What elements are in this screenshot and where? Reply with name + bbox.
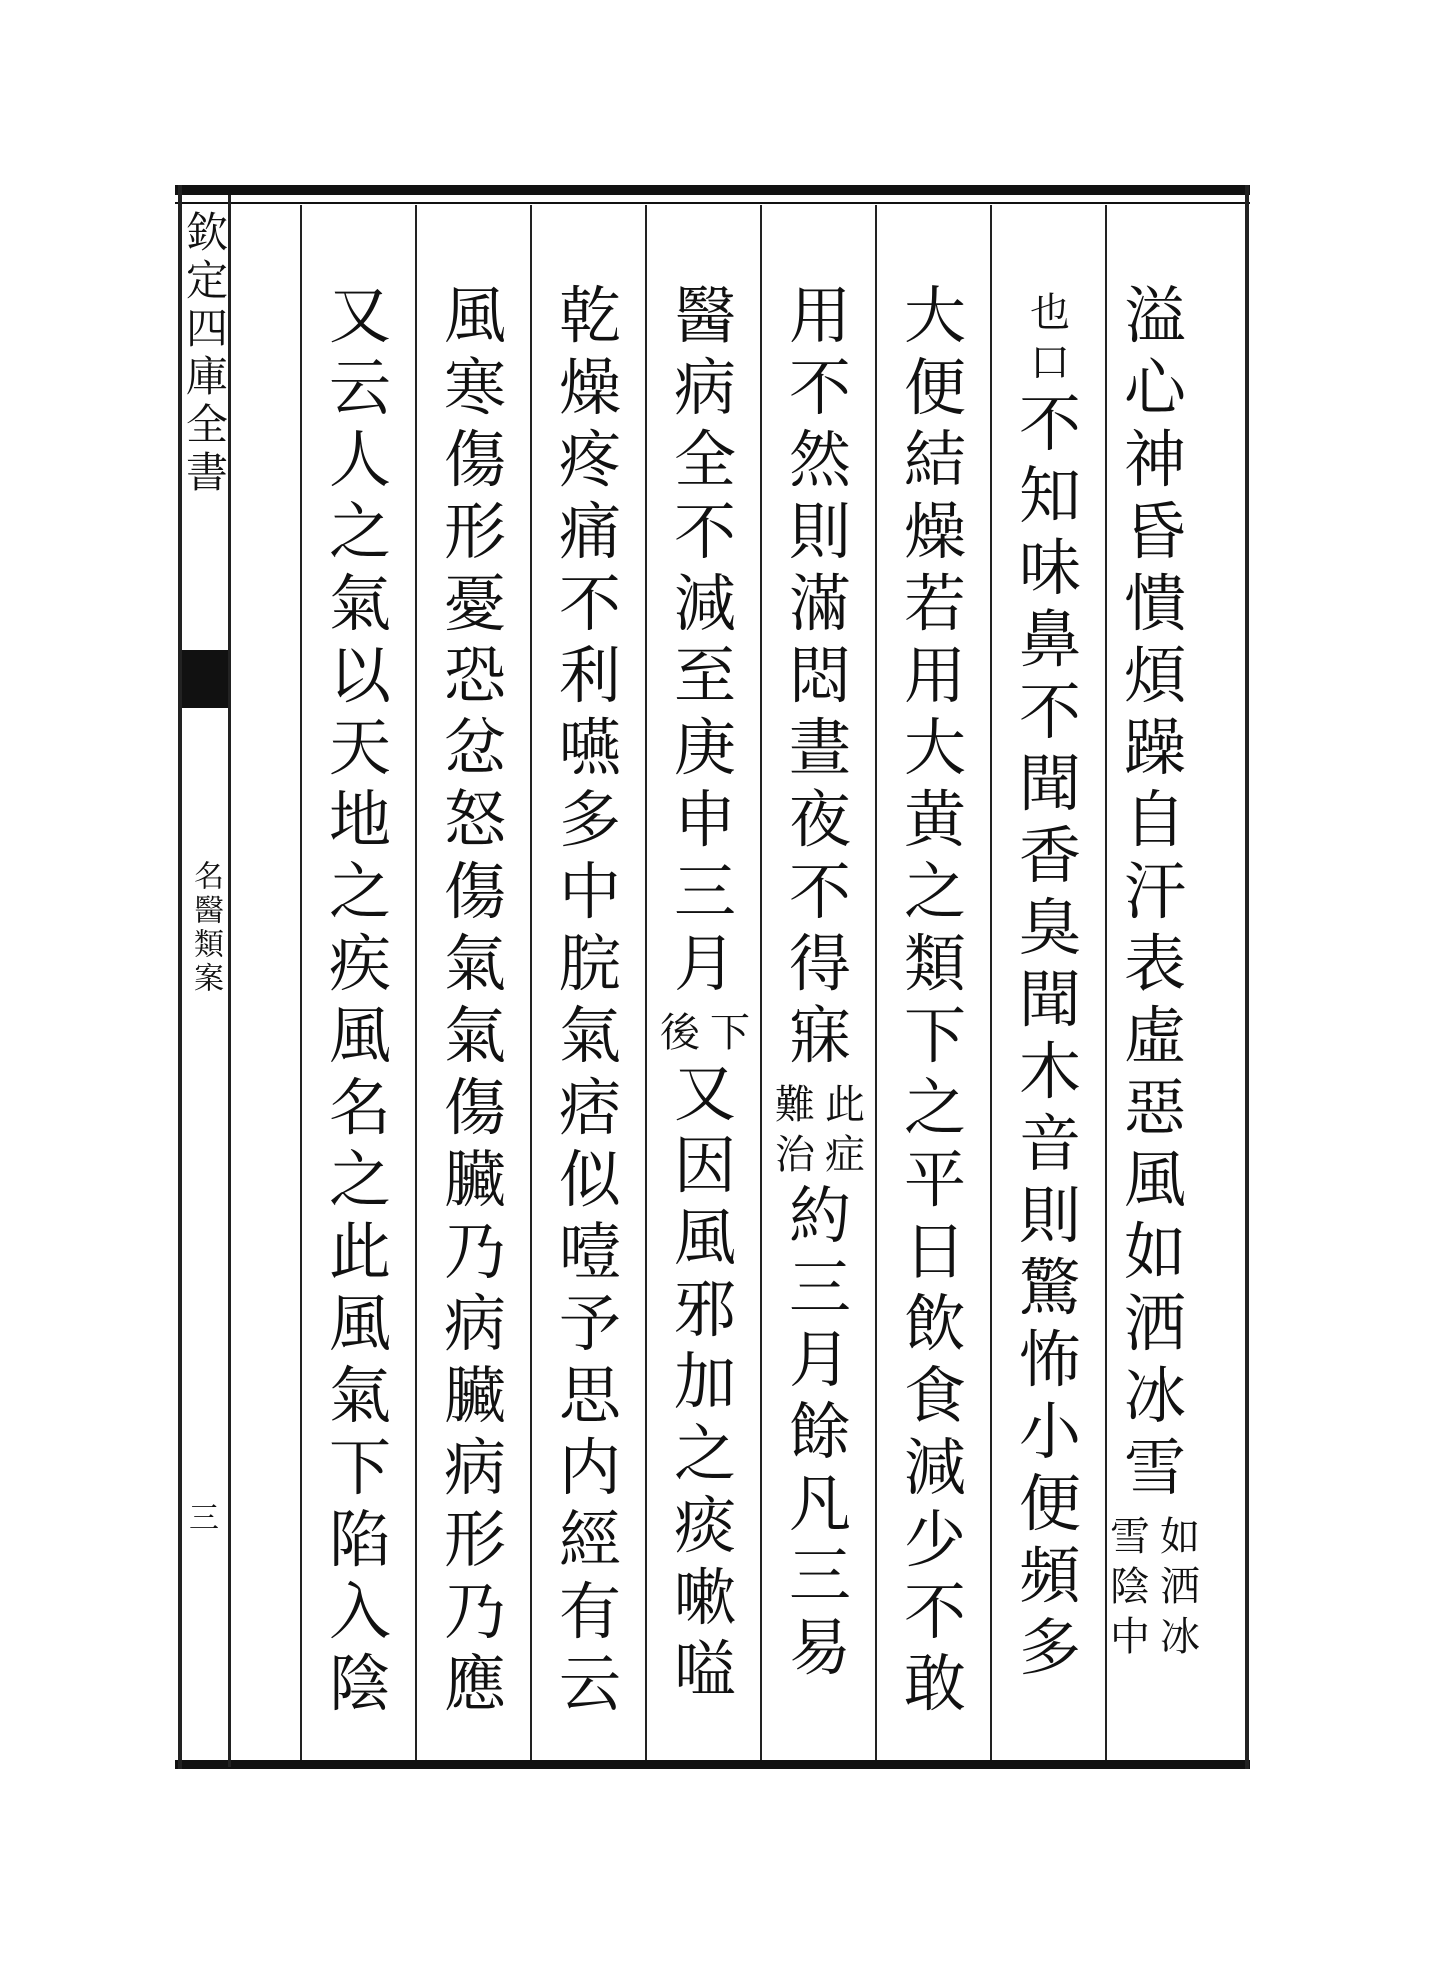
character: 疼	[558, 423, 621, 496]
note-character: 中	[1110, 1614, 1150, 1660]
character: 如	[1123, 1215, 1186, 1288]
character: 悶	[788, 639, 851, 712]
character: 病	[673, 351, 736, 424]
character: 臟	[443, 1143, 506, 1216]
character: 又	[673, 1057, 736, 1130]
column-rule	[875, 205, 877, 1760]
character: 名	[328, 1071, 391, 1144]
character: 心	[1123, 351, 1186, 424]
character: 用	[788, 279, 851, 352]
character: 風	[673, 1201, 736, 1274]
text-column	[554, 280, 626, 1720]
note-character: 洒	[1160, 1564, 1200, 1610]
character: 噎	[558, 1215, 621, 1288]
character: 減	[903, 1431, 966, 1504]
character: 嗌	[673, 1633, 736, 1706]
text-column	[1110, 279, 1200, 1662]
character: 昏	[1123, 495, 1186, 568]
column-rule	[645, 205, 647, 1760]
character: 思	[558, 1359, 621, 1432]
character: 音	[1018, 1107, 1081, 1180]
character: 平	[903, 1143, 966, 1216]
character: 地	[328, 783, 391, 856]
note-character: 症	[825, 1132, 865, 1178]
character: 利	[558, 639, 621, 712]
character: 此	[328, 1215, 391, 1288]
character: 食	[903, 1359, 966, 1432]
top-border	[175, 185, 1250, 195]
character: 云	[328, 351, 391, 424]
character: 用	[903, 639, 966, 712]
character: 自	[1123, 783, 1186, 856]
character: 氣	[328, 567, 391, 640]
character: 大	[903, 711, 966, 784]
character: 痞	[558, 1071, 621, 1144]
character: 病	[443, 1287, 506, 1360]
character: 傷	[443, 1071, 506, 1144]
character: 之	[903, 1071, 966, 1144]
character: 不	[903, 1575, 966, 1648]
character: 滿	[788, 567, 851, 640]
column-rule	[530, 205, 532, 1760]
main-text	[899, 280, 971, 1720]
main-text	[784, 280, 856, 1072]
note-column	[1158, 1512, 1202, 1662]
character: 醫	[673, 279, 736, 352]
character: 不	[788, 855, 851, 928]
character: 便	[903, 351, 966, 424]
character: 三	[788, 1539, 851, 1612]
note-character: 此	[825, 1082, 865, 1128]
text-column	[660, 279, 750, 1706]
main-text	[669, 280, 741, 1000]
character: 又	[328, 279, 391, 352]
note-character: 下	[710, 1010, 750, 1056]
character: 怖	[1018, 1323, 1081, 1396]
character: 形	[443, 1503, 506, 1576]
character: 不	[1018, 675, 1081, 748]
character: 痛	[558, 495, 621, 568]
main-text	[669, 1058, 741, 1706]
note-character: 後	[660, 1010, 700, 1056]
bottom-border	[175, 1760, 1250, 1769]
interlinear-note	[773, 1080, 867, 1180]
character: 汗	[1123, 855, 1186, 928]
character: 不	[673, 495, 736, 568]
character: 入	[328, 1575, 391, 1648]
character: 然	[788, 423, 851, 496]
character: 之	[673, 1417, 736, 1490]
note-character: 陰	[1110, 1564, 1150, 1610]
character: 臭	[1018, 891, 1081, 964]
character: 類	[903, 927, 966, 1000]
character: 月	[788, 1323, 851, 1396]
interlinear-note	[658, 1008, 752, 1058]
main-text	[554, 280, 626, 1720]
character: 陰	[328, 1647, 391, 1720]
character: 傷	[443, 855, 506, 928]
fishtail-mark	[182, 650, 228, 708]
character: 月	[673, 927, 736, 1000]
character: 聞	[1018, 963, 1081, 1036]
character: 庚	[673, 711, 736, 784]
character: 至	[673, 639, 736, 712]
character: 下	[328, 1431, 391, 1504]
character: 申	[673, 783, 736, 856]
column-rule	[990, 205, 992, 1760]
character: 則	[1018, 1179, 1081, 1252]
character: 日	[903, 1215, 966, 1288]
note-character: 如	[1160, 1514, 1200, 1560]
main-text	[324, 280, 396, 1720]
character: 有	[558, 1575, 621, 1648]
character: 不	[1018, 387, 1081, 460]
character: 少	[903, 1503, 966, 1576]
character: 經	[558, 1503, 621, 1576]
character: 雪	[1123, 1431, 1186, 1504]
character: 虛	[1123, 999, 1186, 1072]
page-number-text: 三	[189, 1501, 219, 1536]
character: 云	[558, 1647, 621, 1720]
character: 約	[788, 1179, 851, 1252]
main-text	[439, 280, 511, 1720]
character: 風	[328, 1287, 391, 1360]
character: 中	[558, 855, 621, 928]
character: 邪	[673, 1273, 736, 1346]
character: 人	[328, 423, 391, 496]
character: 知	[1018, 459, 1081, 532]
note-character: 也	[1030, 290, 1070, 336]
character: 忿	[443, 711, 506, 784]
note-character: 難	[775, 1082, 815, 1128]
character: 乾	[558, 279, 621, 352]
character: 餘	[788, 1395, 851, 1468]
character: 得	[788, 927, 851, 1000]
character: 之	[328, 495, 391, 568]
character: 因	[673, 1129, 736, 1202]
character: 全	[673, 423, 736, 496]
character: 多	[558, 783, 621, 856]
character: 之	[328, 1143, 391, 1216]
character: 似	[558, 1143, 621, 1216]
character: 燥	[558, 351, 621, 424]
character: 黄	[903, 783, 966, 856]
character: 聞	[1018, 747, 1081, 820]
note-column	[1108, 1512, 1152, 1662]
character: 冰	[1123, 1359, 1186, 1432]
library-title-text: 欽定四庫全書	[180, 210, 229, 498]
character: 夜	[788, 783, 851, 856]
character: 臟	[443, 1359, 506, 1432]
character: 風	[328, 999, 391, 1072]
character: 病	[443, 1431, 506, 1504]
character: 之	[328, 855, 391, 928]
character: 則	[788, 495, 851, 568]
character: 嗽	[673, 1561, 736, 1634]
main-text	[1014, 388, 1086, 1684]
character: 煩	[1123, 639, 1186, 712]
book-title-text: 名醫類案	[188, 860, 223, 996]
character: 疾	[328, 927, 391, 1000]
character: 形	[443, 495, 506, 568]
character: 内	[558, 1431, 621, 1504]
note-character: 口	[1030, 340, 1070, 386]
character: 小	[1018, 1395, 1081, 1468]
character: 憒	[1123, 567, 1186, 640]
text-column	[775, 279, 865, 1684]
character: 易	[788, 1611, 851, 1684]
character: 風	[443, 279, 506, 352]
note-column	[708, 1008, 752, 1058]
character: 天	[328, 711, 391, 784]
character: 木	[1018, 1035, 1081, 1108]
character: 減	[673, 567, 736, 640]
character: 乃	[443, 1575, 506, 1648]
note-character: 雪	[1110, 1514, 1150, 1560]
character: 怒	[443, 783, 506, 856]
character: 恐	[443, 639, 506, 712]
character: 加	[673, 1345, 736, 1418]
character: 氣	[558, 999, 621, 1072]
character: 多	[1018, 1611, 1081, 1684]
note-column	[658, 1008, 702, 1058]
note-column	[823, 1080, 867, 1180]
character: 痰	[673, 1489, 736, 1562]
character: 脘	[558, 927, 621, 1000]
character: 氣	[443, 999, 506, 1072]
text-column	[439, 280, 511, 1720]
text-column	[1014, 280, 1086, 1684]
character: 傷	[443, 423, 506, 496]
note-column	[1028, 288, 1072, 388]
text-column	[899, 280, 971, 1720]
character: 予	[558, 1287, 621, 1360]
character: 凡	[788, 1467, 851, 1540]
library-title	[178, 210, 230, 498]
character: 敢	[903, 1647, 966, 1720]
character: 風	[1123, 1143, 1186, 1216]
column-rule	[760, 205, 762, 1760]
top-border-inner	[175, 202, 1250, 204]
note-character: 冰	[1160, 1614, 1200, 1660]
character: 憂	[443, 567, 506, 640]
character: 溢	[1123, 279, 1186, 352]
column-rule	[1105, 205, 1107, 1760]
column-rule	[300, 205, 302, 1760]
interlinear-note	[1028, 288, 1072, 388]
character: 之	[903, 855, 966, 928]
character: 嚥	[558, 711, 621, 784]
character: 飲	[903, 1287, 966, 1360]
character: 三	[788, 1251, 851, 1324]
character: 鼻	[1018, 603, 1081, 676]
character: 燥	[903, 495, 966, 568]
character: 神	[1123, 423, 1186, 496]
character: 惡	[1123, 1071, 1186, 1144]
character: 應	[443, 1647, 506, 1720]
main-text	[784, 1180, 856, 1684]
right-border	[1245, 185, 1249, 1769]
character: 結	[903, 423, 966, 496]
character: 大	[903, 279, 966, 352]
character: 晝	[788, 711, 851, 784]
character: 不	[558, 567, 621, 640]
character: 氣	[443, 927, 506, 1000]
note-column	[773, 1080, 817, 1180]
character: 下	[903, 999, 966, 1072]
note-character: 治	[775, 1132, 815, 1178]
character: 頻	[1018, 1539, 1081, 1612]
character: 以	[328, 639, 391, 712]
character: 寒	[443, 351, 506, 424]
character: 陷	[328, 1503, 391, 1576]
character: 便	[1018, 1467, 1081, 1540]
character: 乃	[443, 1215, 506, 1288]
character: 表	[1123, 927, 1186, 1000]
page-number	[184, 1500, 224, 1538]
main-text	[1119, 280, 1191, 1504]
interlinear-note	[1108, 1512, 1202, 1662]
character: 三	[673, 855, 736, 928]
character: 氣	[328, 1359, 391, 1432]
character: 寐	[788, 999, 851, 1072]
character: 香	[1018, 819, 1081, 892]
column-rule	[415, 205, 417, 1760]
text-column	[324, 280, 396, 1720]
character: 味	[1018, 531, 1081, 604]
character: 若	[903, 567, 966, 640]
character: 洒	[1123, 1287, 1186, 1360]
book-title	[184, 860, 224, 996]
character: 躁	[1123, 711, 1186, 784]
character: 不	[788, 351, 851, 424]
character: 驚	[1018, 1251, 1081, 1324]
